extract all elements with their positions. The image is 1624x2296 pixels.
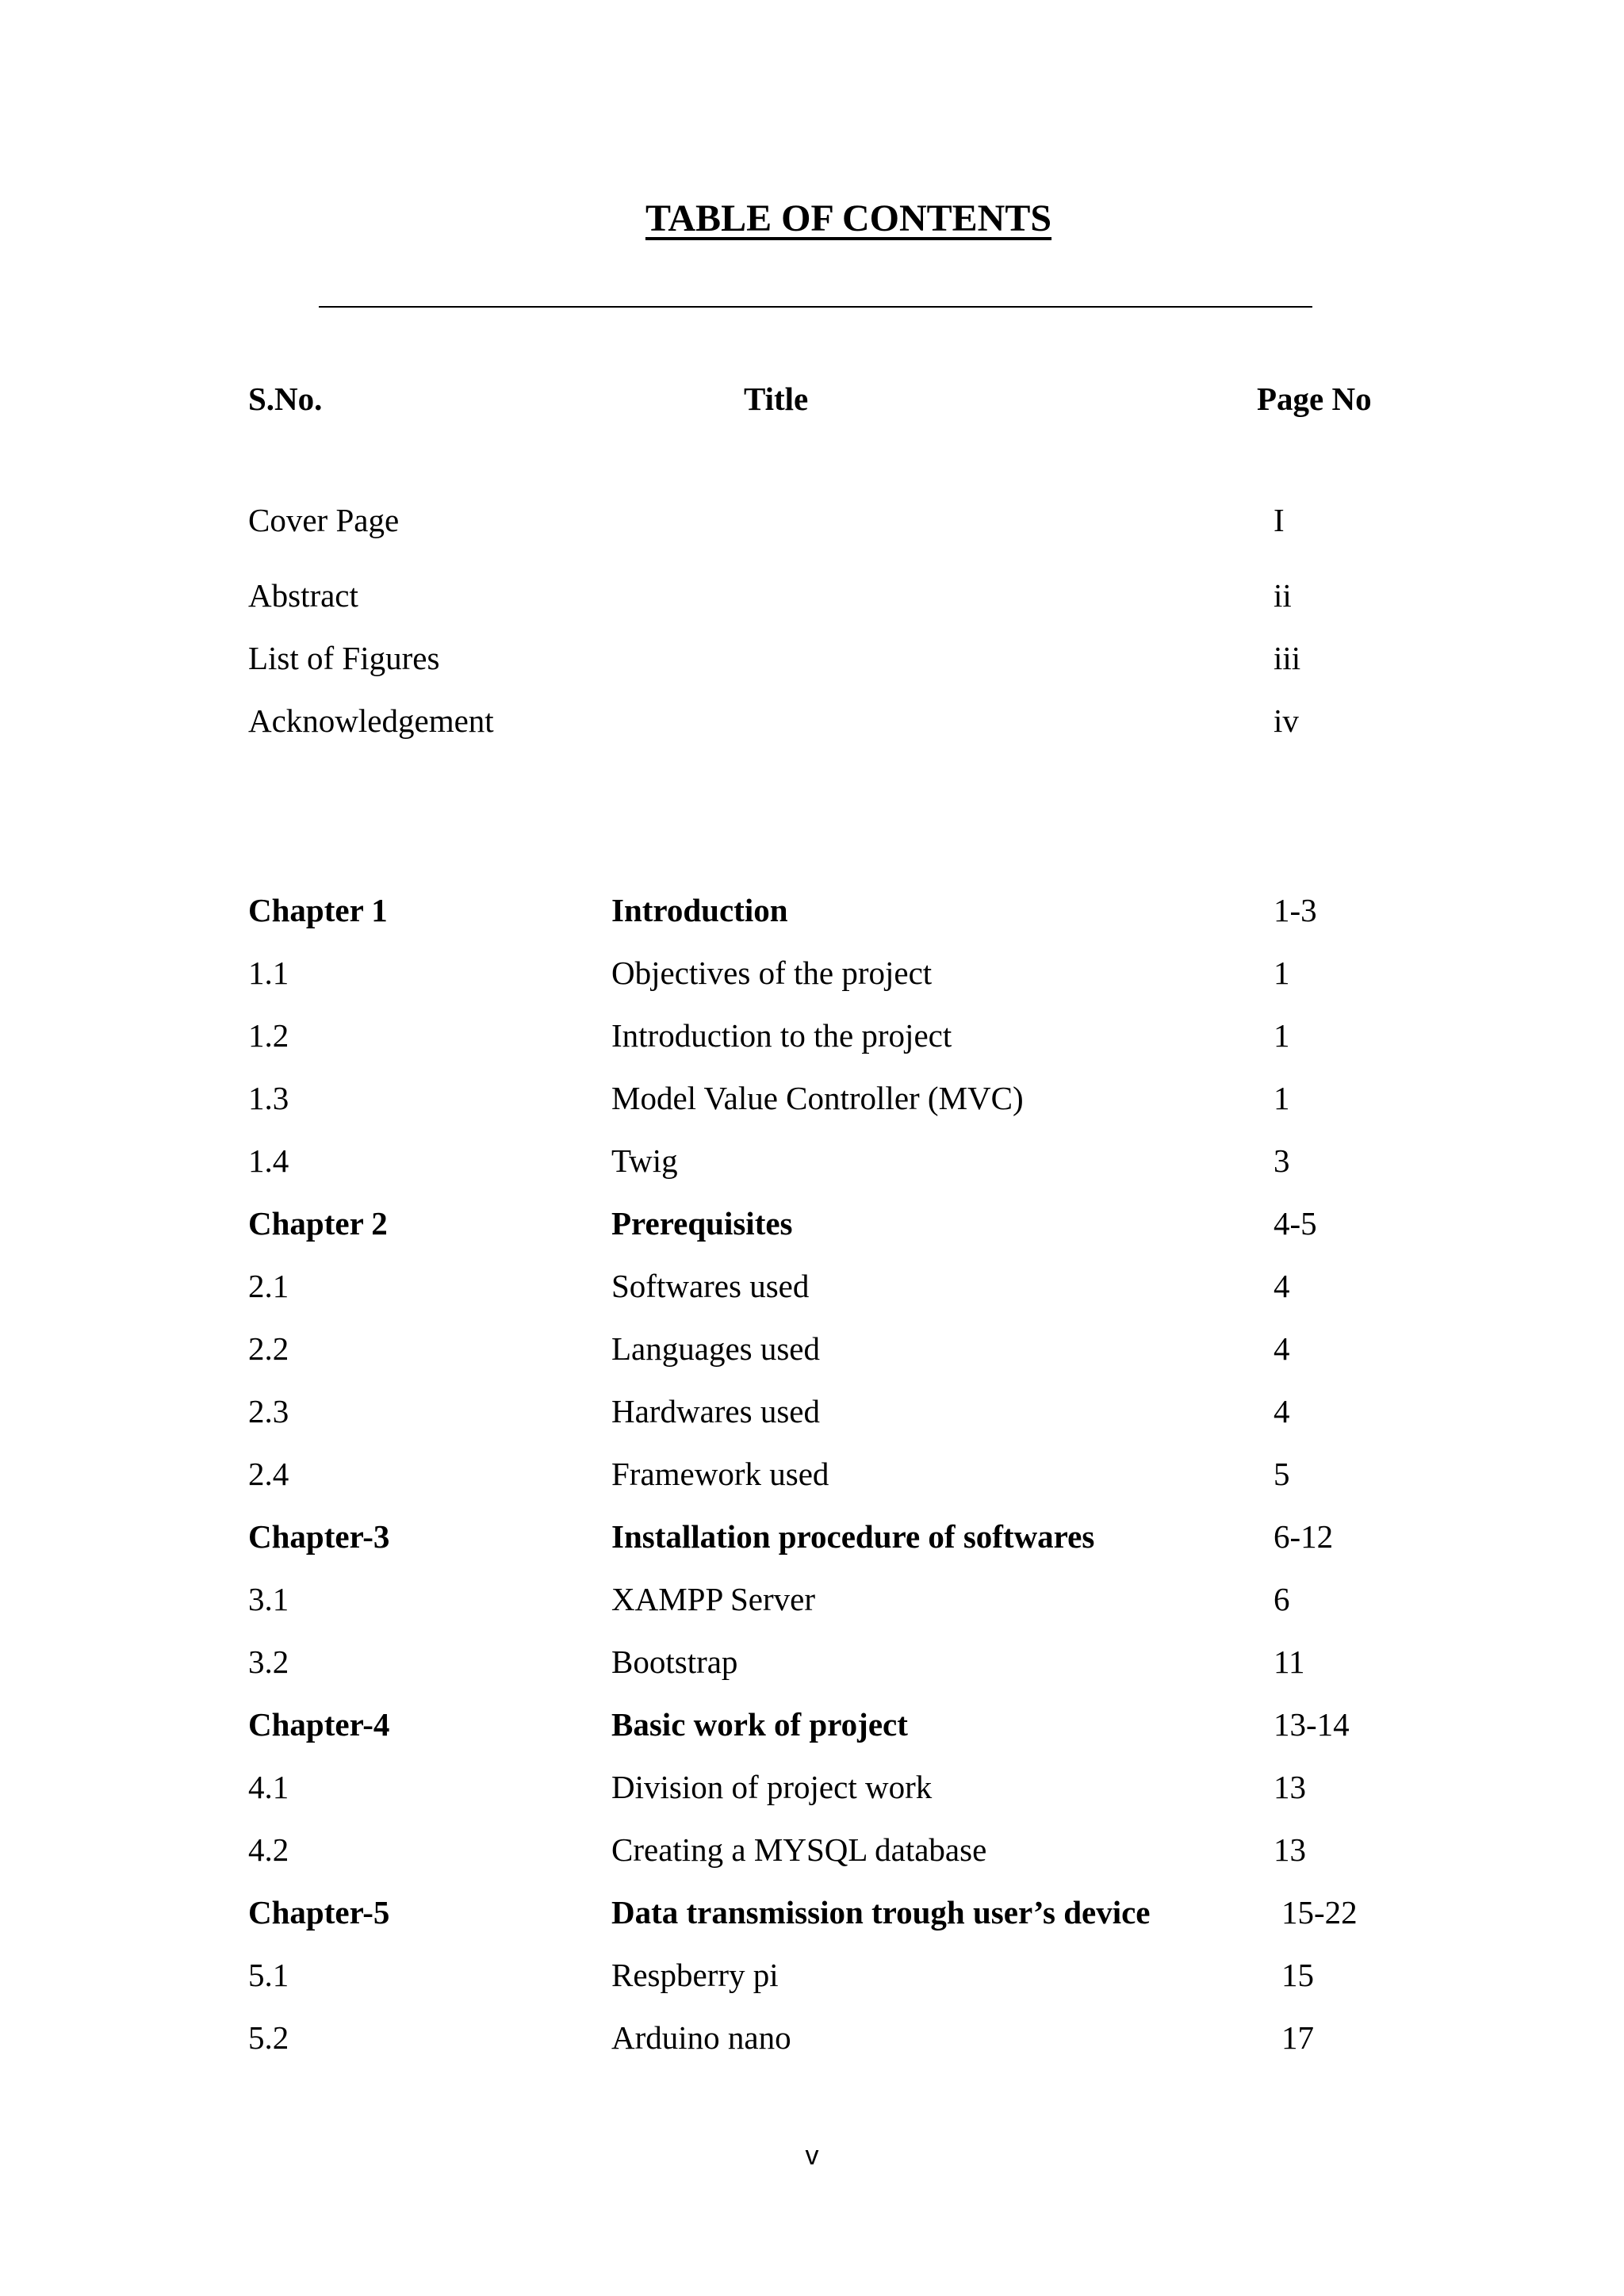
entry-title: Hardwares used [611,1393,820,1429]
section-row [0,1076,1624,1138]
contents-list [0,888,1624,2078]
entry-number: 2.4 [248,1456,289,1492]
entry-page: 4-5 [1274,1205,1317,1242]
front-matter-row [0,573,1624,636]
chapter-row [0,1514,1624,1577]
entry-title: Prerequisites [611,1205,793,1242]
entry-title: Languages used [611,1330,820,1367]
entry-page: 17 [1281,2019,1314,2056]
front-matter-row [0,498,1624,573]
entry-title: Softwares used [611,1268,810,1304]
entry-title: Creating a MYSQL database [611,1831,987,1868]
entry-page: 13-14 [1274,1706,1350,1743]
chapter-row [0,1201,1624,1264]
front-matter-list [0,498,1624,761]
entry-title: Arduino nano [611,2019,791,2056]
entry-page: 13 [1274,1831,1306,1868]
section-row [0,1765,1624,1827]
entry-title: Objectives of the project [611,955,933,991]
entry-title: Basic work of project [611,1706,908,1743]
front-matter-name: Acknowledgement [248,702,494,739]
entry-page: 4 [1274,1393,1290,1429]
entry-number: 1.2 [248,1017,289,1054]
entry-page: 5 [1274,1456,1290,1492]
front-matter-page: ii [1274,577,1292,614]
chapter-row [0,1890,1624,1953]
entry-number: 4.2 [248,1831,289,1868]
entry-number: 1.4 [248,1142,289,1179]
entry-page: 4 [1274,1330,1290,1367]
entry-title: Twig [611,1142,678,1179]
front-matter-page: iii [1274,640,1301,676]
entry-number: Chapter-5 [248,1894,390,1931]
page-title: TABLE OF CONTENTS [645,197,1052,239]
section-row [0,1577,1624,1640]
entry-page: 1 [1274,1017,1290,1054]
page-number: v [805,2141,819,2171]
section-row [0,1138,1624,1201]
front-matter-name: Abstract [248,577,358,614]
entry-number: Chapter 1 [248,892,388,928]
entry-title: Framework used [611,1456,829,1492]
section-row [0,1264,1624,1326]
entry-page: 11 [1274,1644,1305,1680]
entry-page: 13 [1274,1769,1306,1805]
entry-number: 2.2 [248,1330,289,1367]
entry-title: Model Value Controller (MVC) [611,1080,1024,1116]
section-row [0,1389,1624,1452]
entry-page: 6-12 [1274,1518,1334,1555]
column-header-title: Title [744,381,809,417]
column-header-sno: S.No. [248,381,323,417]
section-row [0,1326,1624,1389]
front-matter-page: iv [1274,702,1299,739]
entry-number: Chapter-3 [248,1518,390,1555]
entry-title: XAMPP Server [611,1581,816,1617]
front-matter-name: List of Figures [248,640,440,676]
entry-number: 2.3 [248,1393,289,1429]
section-row [0,1953,1624,2015]
entry-title: Introduction [611,892,788,928]
entry-title: Respberry pi [611,1957,779,1993]
entry-title: Division of project work [611,1769,933,1805]
entry-number: Chapter-4 [248,1706,390,1743]
front-matter-name: Cover Page [248,502,400,538]
column-header-page: Page No [1257,381,1372,417]
section-row [0,1827,1624,1890]
section-row [0,2015,1624,2078]
entry-number: 5.1 [248,1957,289,1993]
front-matter-page: I [1274,502,1285,538]
entry-title: Bootstrap [611,1644,738,1680]
entry-title: Introduction to the project [611,1017,952,1054]
entry-page: 6 [1274,1581,1290,1617]
entry-number: 1.1 [248,955,289,991]
entry-number: 4.1 [248,1769,289,1805]
entry-number: 3.2 [248,1644,289,1680]
chapter-row [0,888,1624,951]
entry-number: 1.3 [248,1080,289,1116]
entry-page: 15-22 [1281,1894,1358,1931]
front-matter-row [0,698,1624,761]
entry-page: 15 [1281,1957,1314,1993]
section-row [0,951,1624,1013]
entry-page: 4 [1274,1268,1290,1304]
entry-page: 3 [1274,1142,1290,1179]
front-matter-row [0,636,1624,698]
title-divider [319,306,1312,308]
entry-title: Installation procedure of softwares [611,1518,1095,1555]
section-row [0,1013,1624,1076]
entry-page: 1 [1274,955,1290,991]
entry-number: 2.1 [248,1268,289,1304]
entry-page: 1 [1274,1080,1290,1116]
chapter-row [0,1702,1624,1765]
section-row [0,1452,1624,1514]
entry-number: 3.1 [248,1581,289,1617]
entry-number: 5.2 [248,2019,289,2056]
entry-title: Data transmission trough user’s device [611,1894,1151,1931]
entry-number: Chapter 2 [248,1205,388,1242]
entry-page: 1-3 [1274,892,1317,928]
section-row [0,1640,1624,1702]
